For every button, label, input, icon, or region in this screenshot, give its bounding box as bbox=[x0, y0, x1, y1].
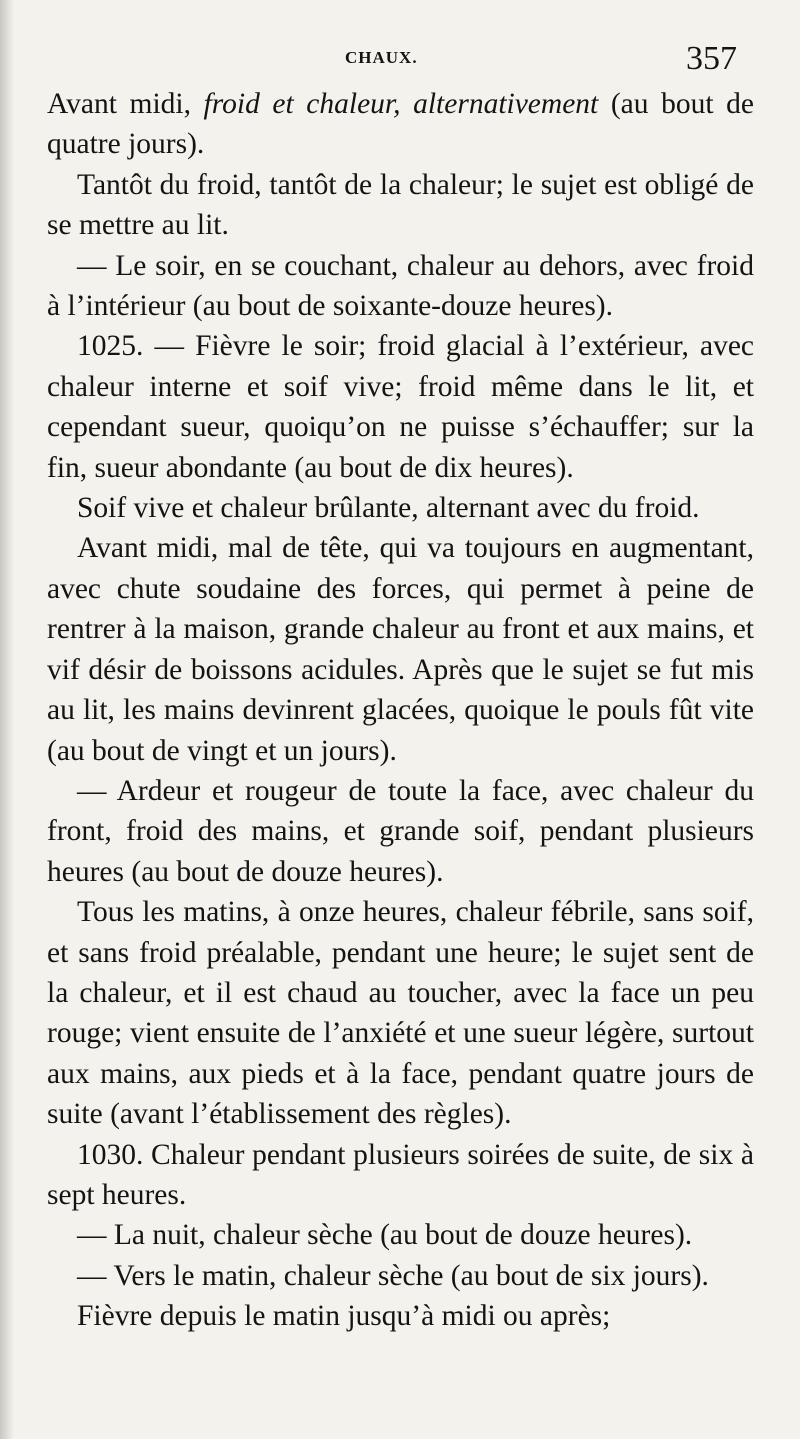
paragraph: Soif vive et chaleur brûlante, alternant avec du froid. bbox=[77, 492, 700, 525]
paragraph-text: (au bout de quatre jours). bbox=[47, 88, 754, 161]
paragraph: Fièvre depuis le matin jusqu’à midi ou après; bbox=[77, 1300, 611, 1333]
running-head: CHAUX. bbox=[345, 48, 418, 67]
page-number: 357 bbox=[686, 40, 737, 77]
paragraph: Avant midi, mal de tête, qui va toujours en augmentant, avec chute soudaine des forces, qui permet à peine de rentrer à la maison, grande chaleur au front et aux mains, et vif désir de boissons acidules. Après que le sujet se fut mis au lit, les mains devinrent glacées, quoique le pouls fût vite (au bout de vingt et un jours). bbox=[47, 532, 754, 767]
page-header bbox=[0, 40, 800, 84]
italic-phrase: froid et chaleur, alternativement bbox=[203, 88, 599, 120]
paragraph: — La nuit, chaleur sèche (au bout de douze heures). bbox=[77, 1219, 693, 1252]
paragraph-1030: 1030. Chaleur pendant plusieurs soirées de suite, de six à sept heures. bbox=[47, 1138, 754, 1211]
paragraph: — Vers le matin, chaleur sèche (au bout de six jours). bbox=[77, 1259, 709, 1292]
paragraph: Tantôt du froid, tantôt de la chaleur; le sujet est obligé de se mettre au lit. bbox=[47, 168, 754, 242]
paragraph bbox=[47, 84, 754, 165]
page-edge-shadow bbox=[0, 0, 14, 1439]
paragraph: — Le soir, en se couchant, chaleur au dehors, avec froid à l’intérieur (au bout de soixante-douze heures). bbox=[47, 249, 754, 323]
body-text bbox=[47, 84, 754, 1337]
paragraph-1025: 1025. — Fièvre le soir; froid glacial à l’extérieur, avec chaleur interne et soif vive; froid même dans le lit, et cependant sueur, quoiqu’on ne puisse s’échauffer; sur la fin, sueur abondante (au bout de dix heures). bbox=[47, 330, 754, 484]
paragraph-text: Avant midi, bbox=[47, 88, 204, 120]
paragraph: — Ardeur et rougeur de toute la face, avec chaleur du front, froid des mains, et grande soif, pendant plusieurs heures (au bout de douze heures). bbox=[47, 774, 754, 888]
paragraph: Tous les matins, à onze heures, chaleur fébrile, sans soif, et sans froid préalable, pendant une heure; le sujet sent de la chaleur, et il est chaud au toucher, avec la face un peu rouge; vient ensuite de l’anxiété et une sueur légère, surtout aux mains, aux pieds et à la face, pendant quatre jours de suite (avant l’établissement des règles). bbox=[47, 896, 754, 1131]
